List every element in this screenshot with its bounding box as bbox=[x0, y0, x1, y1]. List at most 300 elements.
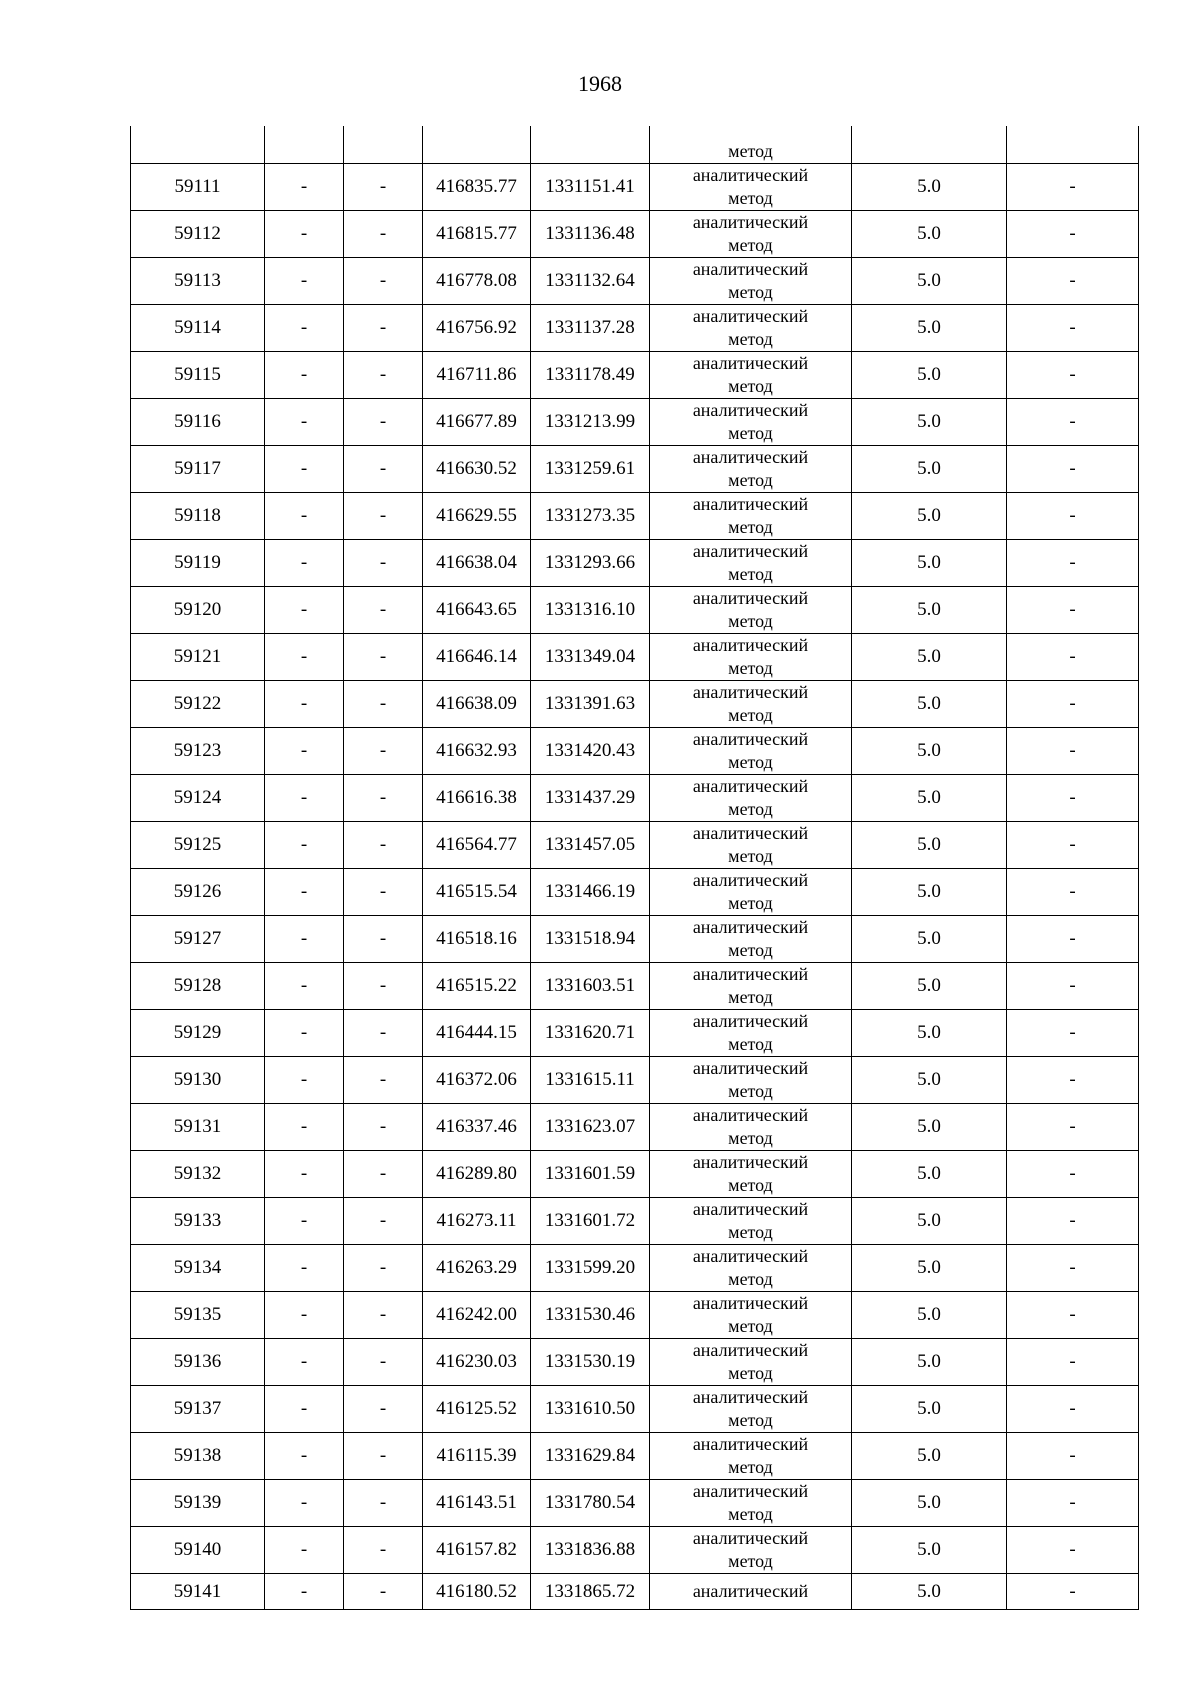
method-continuation: метод bbox=[728, 141, 773, 161]
cell-x: 416632.93 bbox=[423, 728, 531, 775]
cell-y: 1331620.71 bbox=[531, 1010, 650, 1057]
cell-method bbox=[650, 963, 852, 1010]
method-line2: метод bbox=[728, 846, 773, 866]
cell-accuracy: 5.0 bbox=[852, 446, 1007, 493]
cell-c3: - bbox=[344, 1151, 423, 1198]
method-line1: аналитический bbox=[692, 1528, 809, 1548]
cell-c3: - bbox=[344, 446, 423, 493]
cell-x: 416638.09 bbox=[423, 681, 531, 728]
method-line2: метод bbox=[728, 1551, 773, 1571]
cell-method bbox=[650, 1433, 852, 1480]
cell-y: 1331349.04 bbox=[531, 634, 650, 681]
table-row bbox=[131, 869, 1139, 916]
cell-x: 416143.51 bbox=[423, 1480, 531, 1527]
cell-accuracy: 5.0 bbox=[852, 681, 1007, 728]
method-line1: аналитический bbox=[692, 1340, 809, 1360]
cell-id: 59131 bbox=[131, 1104, 265, 1151]
cell-y: 1331603.51 bbox=[531, 963, 650, 1010]
table-row bbox=[131, 1292, 1139, 1339]
cell-x: 416646.14 bbox=[423, 634, 531, 681]
cell-accuracy: 5.0 bbox=[852, 963, 1007, 1010]
cell-c3: - bbox=[344, 587, 423, 634]
cell-c2: - bbox=[265, 1245, 344, 1292]
method-line1: аналитический bbox=[692, 353, 809, 373]
cell-c3: - bbox=[344, 822, 423, 869]
method-line2: метод bbox=[728, 705, 773, 725]
table-row bbox=[131, 1245, 1139, 1292]
cell-id: 59119 bbox=[131, 540, 265, 587]
cell-note: - bbox=[1007, 258, 1139, 305]
cell-x: 416835.77 bbox=[423, 164, 531, 211]
cell-c2: - bbox=[265, 916, 344, 963]
cell-accuracy: 5.0 bbox=[852, 1151, 1007, 1198]
table-row bbox=[131, 1339, 1139, 1386]
cell-id: 59121 bbox=[131, 634, 265, 681]
cell-method bbox=[650, 916, 852, 963]
cell-method bbox=[650, 822, 852, 869]
cell-id: 59140 bbox=[131, 1527, 265, 1574]
method-line2: метод bbox=[728, 517, 773, 537]
cell-x: 416515.22 bbox=[423, 963, 531, 1010]
cell-note: - bbox=[1007, 634, 1139, 681]
table-row bbox=[131, 916, 1139, 963]
cell-accuracy bbox=[852, 126, 1007, 164]
cell-x: 416444.15 bbox=[423, 1010, 531, 1057]
cell-x: 416115.39 bbox=[423, 1433, 531, 1480]
cell-accuracy: 5.0 bbox=[852, 493, 1007, 540]
cell-c3: - bbox=[344, 211, 423, 258]
cell-y: 1331137.28 bbox=[531, 305, 650, 352]
table-row bbox=[131, 1386, 1139, 1433]
cell-x: 416230.03 bbox=[423, 1339, 531, 1386]
cell-c3: - bbox=[344, 1057, 423, 1104]
method-line2: метод bbox=[728, 658, 773, 678]
table-row bbox=[131, 681, 1139, 728]
cell-y: 1331273.35 bbox=[531, 493, 650, 540]
cell-y: 1331136.48 bbox=[531, 211, 650, 258]
cell-note: - bbox=[1007, 681, 1139, 728]
cell-y: 1331420.43 bbox=[531, 728, 650, 775]
method-line1: аналитический bbox=[692, 776, 809, 796]
cell-y: 1331437.29 bbox=[531, 775, 650, 822]
cell-c3: - bbox=[344, 1574, 423, 1610]
method-line2: метод bbox=[728, 470, 773, 490]
cell-id: 59138 bbox=[131, 1433, 265, 1480]
method-line2: метод bbox=[728, 564, 773, 584]
cell-method bbox=[650, 1151, 852, 1198]
method-line1: аналитический bbox=[692, 259, 809, 279]
cell-c3: - bbox=[344, 1245, 423, 1292]
cell-id: 59116 bbox=[131, 399, 265, 446]
cell-method bbox=[650, 681, 852, 728]
method-line2: метод bbox=[728, 188, 773, 208]
cell-c2: - bbox=[265, 258, 344, 305]
cell-method bbox=[650, 1245, 852, 1292]
cell-note: - bbox=[1007, 728, 1139, 775]
cell-note: - bbox=[1007, 493, 1139, 540]
table-row bbox=[131, 211, 1139, 258]
cell-y: 1331151.41 bbox=[531, 164, 650, 211]
cell-id: 59122 bbox=[131, 681, 265, 728]
cell-method bbox=[650, 1292, 852, 1339]
cell-c3: - bbox=[344, 258, 423, 305]
cell-note: - bbox=[1007, 869, 1139, 916]
cell-accuracy: 5.0 bbox=[852, 1245, 1007, 1292]
cell-accuracy: 5.0 bbox=[852, 1574, 1007, 1610]
cell-accuracy: 5.0 bbox=[852, 211, 1007, 258]
cell-x: 416372.06 bbox=[423, 1057, 531, 1104]
cell-y: 1331178.49 bbox=[531, 352, 650, 399]
method-line2: метод bbox=[728, 940, 773, 960]
cell-x: 416711.86 bbox=[423, 352, 531, 399]
cell-id: 59129 bbox=[131, 1010, 265, 1057]
cell-accuracy: 5.0 bbox=[852, 634, 1007, 681]
cell-note: - bbox=[1007, 1151, 1139, 1198]
cell-method bbox=[650, 1480, 852, 1527]
cell-id: 59113 bbox=[131, 258, 265, 305]
table-row bbox=[131, 446, 1139, 493]
cell-note: - bbox=[1007, 164, 1139, 211]
cell-note: - bbox=[1007, 1433, 1139, 1480]
cell-id: 59141 bbox=[131, 1574, 265, 1610]
cell-c3: - bbox=[344, 540, 423, 587]
cell-note: - bbox=[1007, 1198, 1139, 1245]
cell-note: - bbox=[1007, 1057, 1139, 1104]
cell-accuracy: 5.0 bbox=[852, 1480, 1007, 1527]
table-row bbox=[131, 587, 1139, 634]
cell-id: 59137 bbox=[131, 1386, 265, 1433]
cell-accuracy: 5.0 bbox=[852, 164, 1007, 211]
method-line1: аналитический bbox=[692, 1152, 809, 1172]
cell-c2: - bbox=[265, 822, 344, 869]
table-row bbox=[131, 1151, 1139, 1198]
method-line1: аналитический bbox=[692, 165, 809, 185]
cell-method bbox=[650, 1339, 852, 1386]
method-line1: аналитический bbox=[692, 1434, 809, 1454]
table-row bbox=[131, 1010, 1139, 1057]
table-row bbox=[131, 634, 1139, 681]
method-line2: метод bbox=[728, 611, 773, 631]
cell-c3: - bbox=[344, 1433, 423, 1480]
cell-y: 1331293.66 bbox=[531, 540, 650, 587]
cell-id: 59132 bbox=[131, 1151, 265, 1198]
method-line2: метод bbox=[728, 235, 773, 255]
cell-c3: - bbox=[344, 1480, 423, 1527]
cell-c2 bbox=[265, 126, 344, 164]
cell-c2: - bbox=[265, 634, 344, 681]
method-line2: метод bbox=[728, 1316, 773, 1336]
cell-id: 59127 bbox=[131, 916, 265, 963]
cell-accuracy: 5.0 bbox=[852, 1292, 1007, 1339]
cell-note: - bbox=[1007, 1104, 1139, 1151]
cell-note: - bbox=[1007, 540, 1139, 587]
cell-method bbox=[650, 1574, 852, 1610]
method-line2: метод bbox=[728, 1128, 773, 1148]
cell-c2: - bbox=[265, 1433, 344, 1480]
cell-x: 416778.08 bbox=[423, 258, 531, 305]
table-row bbox=[131, 1433, 1139, 1480]
table-row bbox=[131, 1057, 1139, 1104]
method-line2: метод bbox=[728, 376, 773, 396]
cell-c2: - bbox=[265, 1339, 344, 1386]
method-line1: аналитический bbox=[692, 1011, 809, 1031]
cell-method bbox=[650, 126, 852, 164]
cell-y: 1331599.20 bbox=[531, 1245, 650, 1292]
table-row bbox=[131, 822, 1139, 869]
cell-x: 416518.16 bbox=[423, 916, 531, 963]
method-line2: метод bbox=[728, 423, 773, 443]
page-number: 1968 bbox=[578, 71, 622, 96]
cell-x: 416756.92 bbox=[423, 305, 531, 352]
cell-c3: - bbox=[344, 681, 423, 728]
cell-c3: - bbox=[344, 1386, 423, 1433]
cell-y: 1331615.11 bbox=[531, 1057, 650, 1104]
cell-c2: - bbox=[265, 1292, 344, 1339]
table-row bbox=[131, 1104, 1139, 1151]
cell-method bbox=[650, 1057, 852, 1104]
cell-x: 416629.55 bbox=[423, 493, 531, 540]
method-line1: аналитический bbox=[692, 635, 809, 655]
cell-c2: - bbox=[265, 352, 344, 399]
cell-method bbox=[650, 1104, 852, 1151]
cell-x: 416242.00 bbox=[423, 1292, 531, 1339]
cell-method bbox=[650, 540, 852, 587]
cell-c3 bbox=[344, 126, 423, 164]
cell-y bbox=[531, 126, 650, 164]
cell-note: - bbox=[1007, 305, 1139, 352]
cell-accuracy: 5.0 bbox=[852, 822, 1007, 869]
cell-method bbox=[650, 634, 852, 681]
cell-method bbox=[650, 164, 852, 211]
cell-x: 416273.11 bbox=[423, 1198, 531, 1245]
cell-note: - bbox=[1007, 775, 1139, 822]
cell-c3: - bbox=[344, 869, 423, 916]
cell-c3: - bbox=[344, 963, 423, 1010]
cell-c3: - bbox=[344, 634, 423, 681]
cell-c3: - bbox=[344, 916, 423, 963]
method-line2: метод bbox=[728, 1410, 773, 1430]
cell-note: - bbox=[1007, 1245, 1139, 1292]
table-row bbox=[131, 399, 1139, 446]
cell-c2: - bbox=[265, 399, 344, 446]
method-line1: аналитический bbox=[692, 870, 809, 890]
cell-c2: - bbox=[265, 540, 344, 587]
cell-c2: - bbox=[265, 1057, 344, 1104]
cell-c2: - bbox=[265, 963, 344, 1010]
cell-c2: - bbox=[265, 1386, 344, 1433]
cell-c2: - bbox=[265, 164, 344, 211]
cell-id: 59133 bbox=[131, 1198, 265, 1245]
cell-method bbox=[650, 775, 852, 822]
cell-note: - bbox=[1007, 399, 1139, 446]
method-line1: аналитический bbox=[692, 306, 809, 326]
cell-accuracy: 5.0 bbox=[852, 587, 1007, 634]
method-line1: аналитический bbox=[692, 1105, 809, 1125]
cell-c2: - bbox=[265, 1527, 344, 1574]
cell-c2: - bbox=[265, 1574, 344, 1610]
cell-c2: - bbox=[265, 1010, 344, 1057]
table-row bbox=[131, 540, 1139, 587]
continuation-row bbox=[131, 126, 1139, 164]
cell-id: 59126 bbox=[131, 869, 265, 916]
cell-method bbox=[650, 352, 852, 399]
cell-method bbox=[650, 399, 852, 446]
method-line1: аналитический bbox=[692, 1481, 809, 1501]
method-line1: аналитический bbox=[692, 1581, 809, 1601]
cell-c3: - bbox=[344, 1198, 423, 1245]
cell-note: - bbox=[1007, 1010, 1139, 1057]
method-line2: метод bbox=[728, 1081, 773, 1101]
cell-method bbox=[650, 305, 852, 352]
cell-c3: - bbox=[344, 493, 423, 540]
method-line1: аналитический bbox=[692, 1199, 809, 1219]
table-row bbox=[131, 1198, 1139, 1245]
cell-x: 416638.04 bbox=[423, 540, 531, 587]
cell-y: 1331629.84 bbox=[531, 1433, 650, 1480]
cell-accuracy: 5.0 bbox=[852, 352, 1007, 399]
cell-c2: - bbox=[265, 587, 344, 634]
cell-id: 59112 bbox=[131, 211, 265, 258]
cell-x: 416643.65 bbox=[423, 587, 531, 634]
cell-x: 416263.29 bbox=[423, 1245, 531, 1292]
method-line2: метод bbox=[728, 752, 773, 772]
cell-y: 1331780.54 bbox=[531, 1480, 650, 1527]
cell-accuracy: 5.0 bbox=[852, 1104, 1007, 1151]
cell-accuracy: 5.0 bbox=[852, 1386, 1007, 1433]
cell-accuracy: 5.0 bbox=[852, 258, 1007, 305]
cell-y: 1331601.72 bbox=[531, 1198, 650, 1245]
cell-id: 59136 bbox=[131, 1339, 265, 1386]
cell-c2: - bbox=[265, 493, 344, 540]
cell-x bbox=[423, 126, 531, 164]
cell-method bbox=[650, 1198, 852, 1245]
cell-c2: - bbox=[265, 1198, 344, 1245]
cell-x: 416815.77 bbox=[423, 211, 531, 258]
method-line2: метод bbox=[728, 1034, 773, 1054]
table-row bbox=[131, 493, 1139, 540]
cell-id: 59114 bbox=[131, 305, 265, 352]
cell-note: - bbox=[1007, 446, 1139, 493]
cell-c3: - bbox=[344, 399, 423, 446]
cell-id: 59125 bbox=[131, 822, 265, 869]
cell-accuracy: 5.0 bbox=[852, 916, 1007, 963]
method-line1: аналитический bbox=[692, 400, 809, 420]
cell-accuracy: 5.0 bbox=[852, 1198, 1007, 1245]
table-row bbox=[131, 1527, 1139, 1574]
cell-id: 59123 bbox=[131, 728, 265, 775]
cell-c2: - bbox=[265, 681, 344, 728]
cell-y: 1331836.88 bbox=[531, 1527, 650, 1574]
cell-method bbox=[650, 446, 852, 493]
cell-accuracy: 5.0 bbox=[852, 1057, 1007, 1104]
cell-y: 1331259.61 bbox=[531, 446, 650, 493]
method-line1: аналитический bbox=[692, 1058, 809, 1078]
cell-c3: - bbox=[344, 1010, 423, 1057]
cell-accuracy: 5.0 bbox=[852, 1527, 1007, 1574]
table-row bbox=[131, 775, 1139, 822]
cell-note: - bbox=[1007, 1574, 1139, 1610]
cell-id: 59118 bbox=[131, 493, 265, 540]
cell-note bbox=[1007, 126, 1139, 164]
method-line1: аналитический bbox=[692, 1246, 809, 1266]
table-row bbox=[131, 1574, 1139, 1610]
method-line2: метод bbox=[728, 329, 773, 349]
method-line1: аналитический bbox=[692, 212, 809, 232]
cell-y: 1331457.05 bbox=[531, 822, 650, 869]
cell-note: - bbox=[1007, 1480, 1139, 1527]
cell-x: 416630.52 bbox=[423, 446, 531, 493]
table-row bbox=[131, 728, 1139, 775]
method-line1: аналитический bbox=[692, 823, 809, 843]
cell-c3: - bbox=[344, 1527, 423, 1574]
method-line2: метод bbox=[728, 282, 773, 302]
cell-accuracy: 5.0 bbox=[852, 305, 1007, 352]
cell-note: - bbox=[1007, 1292, 1139, 1339]
cell-accuracy: 5.0 bbox=[852, 775, 1007, 822]
cell-c3: - bbox=[344, 164, 423, 211]
cell-c2: - bbox=[265, 1151, 344, 1198]
cell-c2: - bbox=[265, 211, 344, 258]
cell-id: 59135 bbox=[131, 1292, 265, 1339]
method-line1: аналитический bbox=[692, 964, 809, 984]
method-line2: метод bbox=[728, 893, 773, 913]
cell-c3: - bbox=[344, 1104, 423, 1151]
cell-method bbox=[650, 1527, 852, 1574]
method-line1: аналитический bbox=[692, 1293, 809, 1313]
method-line1: аналитический bbox=[692, 682, 809, 702]
cell-note: - bbox=[1007, 916, 1139, 963]
cell-id: 59117 bbox=[131, 446, 265, 493]
cell-y: 1331466.19 bbox=[531, 869, 650, 916]
method-line2: метод bbox=[728, 799, 773, 819]
cell-note: - bbox=[1007, 1339, 1139, 1386]
cell-c3: - bbox=[344, 305, 423, 352]
cell-method bbox=[650, 1010, 852, 1057]
cell-note: - bbox=[1007, 963, 1139, 1010]
cell-method bbox=[650, 1386, 852, 1433]
cell-x: 416616.38 bbox=[423, 775, 531, 822]
cell-c2: - bbox=[265, 869, 344, 916]
cell-method bbox=[650, 493, 852, 540]
cell-y: 1331391.63 bbox=[531, 681, 650, 728]
cell-y: 1331213.99 bbox=[531, 399, 650, 446]
table-row bbox=[131, 352, 1139, 399]
cell-x: 416337.46 bbox=[423, 1104, 531, 1151]
cell-x: 416515.54 bbox=[423, 869, 531, 916]
cell-c2: - bbox=[265, 775, 344, 822]
cell-y: 1331865.72 bbox=[531, 1574, 650, 1610]
cell-id: 59124 bbox=[131, 775, 265, 822]
cell-y: 1331530.19 bbox=[531, 1339, 650, 1386]
table-row bbox=[131, 164, 1139, 211]
cell-id: 59115 bbox=[131, 352, 265, 399]
method-line2: метод bbox=[728, 1222, 773, 1242]
cell-id: 59111 bbox=[131, 164, 265, 211]
method-line2: метод bbox=[728, 1269, 773, 1289]
cell-x: 416180.52 bbox=[423, 1574, 531, 1610]
cell-id: 59128 bbox=[131, 963, 265, 1010]
cell-id: 59130 bbox=[131, 1057, 265, 1104]
cell-c2: - bbox=[265, 305, 344, 352]
cell-note: - bbox=[1007, 1527, 1139, 1574]
cell-c2: - bbox=[265, 728, 344, 775]
cell-accuracy: 5.0 bbox=[852, 540, 1007, 587]
method-line1: аналитический bbox=[692, 588, 809, 608]
table-row bbox=[131, 963, 1139, 1010]
method-line1: аналитический bbox=[692, 494, 809, 514]
cell-id bbox=[131, 126, 265, 164]
method-line1: аналитический bbox=[692, 541, 809, 561]
